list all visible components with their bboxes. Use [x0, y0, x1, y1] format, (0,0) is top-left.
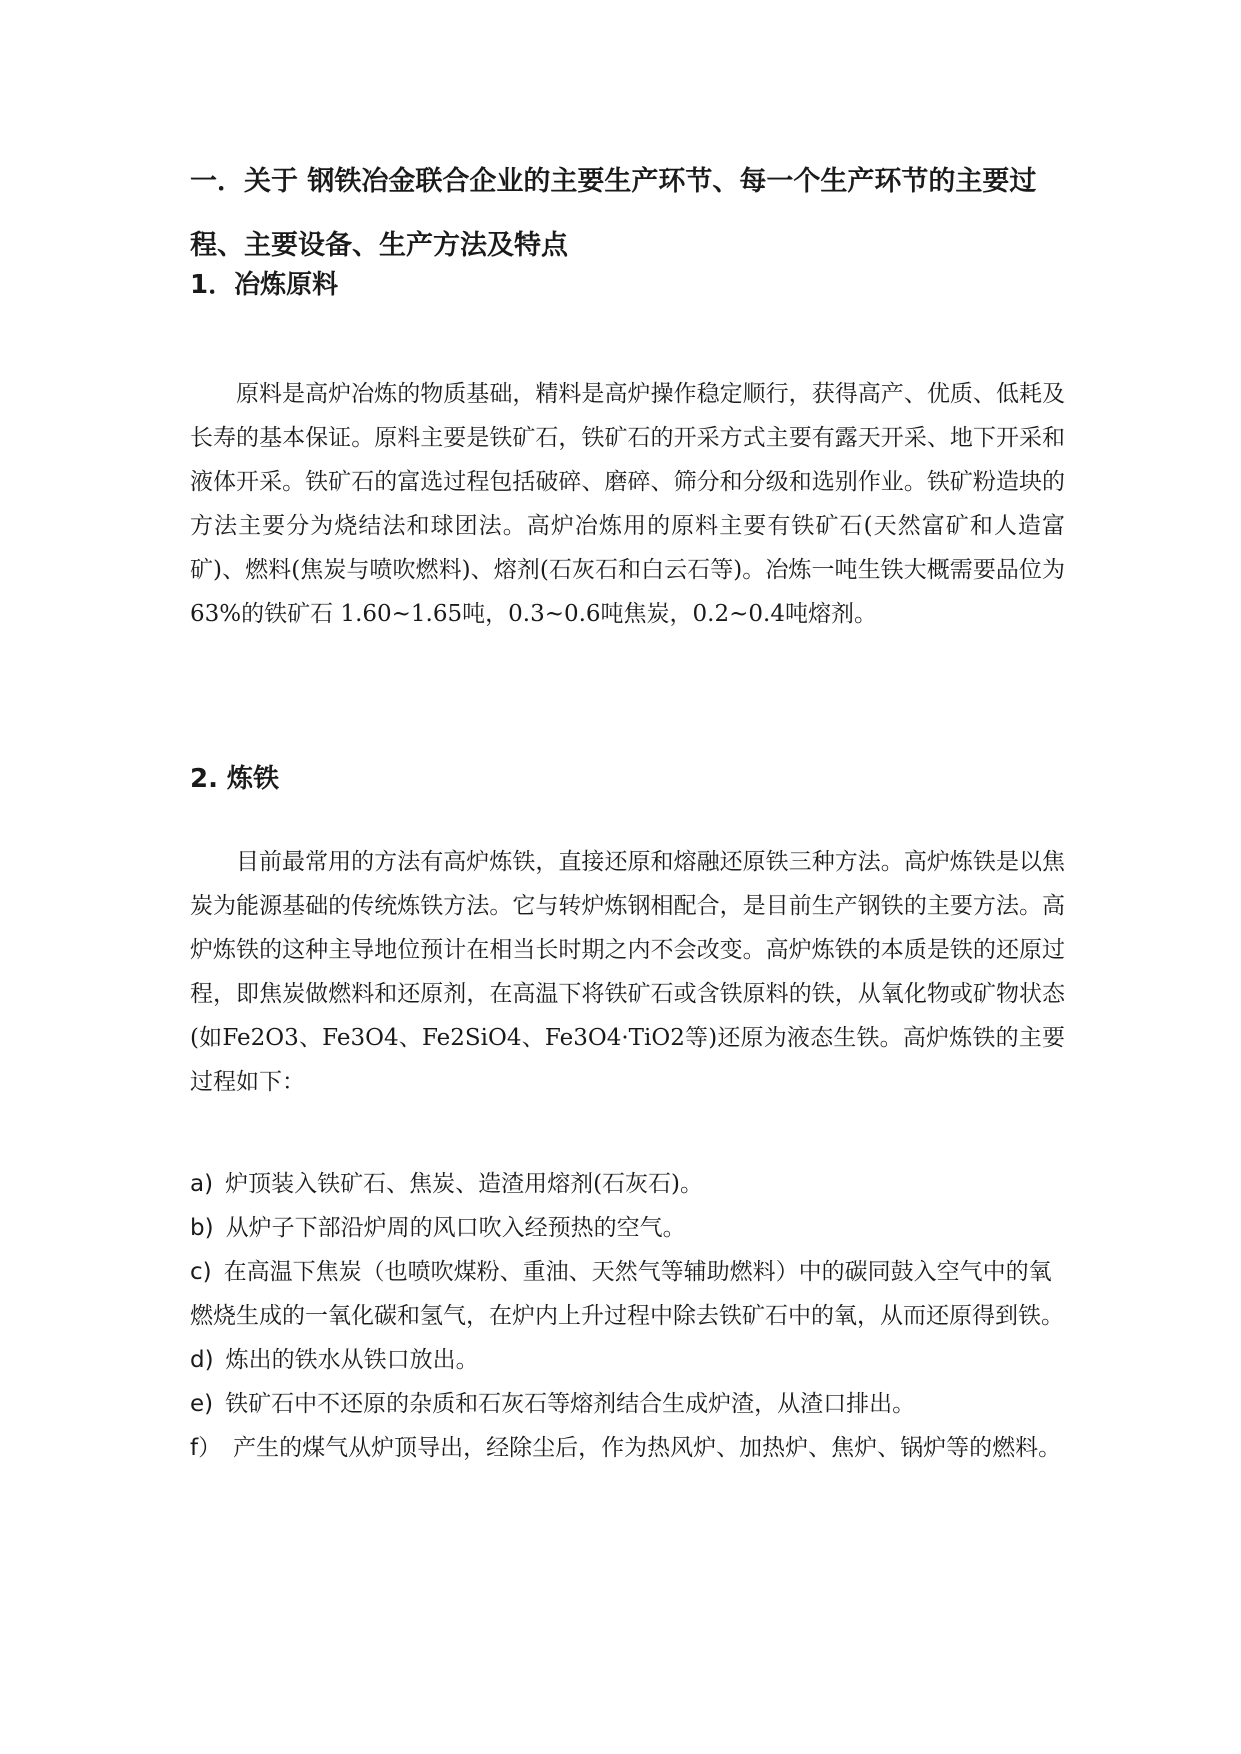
list-item	[190, 1338, 1065, 1382]
list-item-text: 铁矿石中不还原的杂质和石灰石等熔剂结合生成炉渣，从渣口排出。	[225, 1391, 916, 1417]
list-item-text: 产生的煤气从炉顶导出，经除尘后，作为热风炉、加热炉、焦炉、锅炉等的燃料。	[233, 1435, 1062, 1461]
list-item	[190, 1206, 1065, 1250]
list-item	[190, 1162, 1065, 1206]
list-item-text: 炉顶装入铁矿石、焦炭、造渣用熔剂(石灰石)。	[225, 1171, 704, 1197]
list-marker: d)	[190, 1347, 214, 1373]
section-2-paragraph: 目前最常用的方法有高炉炼铁，直接还原和熔融还原铁三种方法。高炉炼铁是以焦炭为能源基础的传统炼铁方法。它与转炉炼钢相配合，是目前生产钢铁的主要方法。高炉炼铁的这种主导地位预计在相当长时期之内不会改变。高炉炼铁的本质是铁的还原过程，即焦炭做燃料和还原剂，在高温下将铁矿石或含铁原料的铁，从氧化物或矿物状态(如Fe2O3、Fe3O4、Fe2SiO4、Fe3O4·TiO2等)还原为液态生铁。高炉炼铁的主要过程如下：	[190, 849, 1065, 1095]
list-item	[190, 1250, 1065, 1338]
list-item	[190, 1382, 1065, 1426]
list-item-text: 在高温下焦炭（也喷吹煤粉、重油、天然气等辅助燃料）中的碳同鼓入空气中的氧燃烧生成的一氧化碳和氢气，在炉内上升过程中除去铁矿石中的氧，从而还原得到铁。	[190, 1259, 1064, 1329]
process-steps-list	[190, 1162, 1065, 1470]
list-item	[190, 1426, 1065, 1470]
section-1-paragraph: 原料是高炉冶炼的物质基础，精料是高炉操作稳定顺行，获得高产、优质、低耗及长寿的基本保证。原料主要是铁矿石，铁矿石的开采方式主要有露天开采、地下开采和液体开采。铁矿石的富选过程包括破碎、磨碎、筛分和分级和选别作业。铁矿粉造块的方法主要分为烧结法和球团法。高炉冶炼用的原料主要有铁矿石(天然富矿和人造富矿)、燃料(焦炭与喷吹燃料)、熔剂(石灰石和白云石等)。冶炼一吨生铁大概需要品位为63%的铁矿石 1.60~1.65吨，0.3~0.6吨焦炭，0.2~0.4吨熔剂。	[190, 381, 1065, 627]
list-marker: b)	[190, 1215, 214, 1241]
list-marker: f）	[190, 1435, 222, 1461]
main-heading: 一．关于 钢铁冶金联合企业的主要生产环节、每一个生产环节的主要过程、主要设备、生产方法及特点	[190, 166, 1037, 261]
section-1-title: 1．冶炼原料	[190, 270, 339, 300]
list-marker: a)	[190, 1171, 214, 1197]
list-marker: c)	[190, 1259, 212, 1285]
list-marker: e)	[190, 1391, 214, 1417]
section-2-title: 2. 炼铁	[190, 764, 280, 794]
list-item-text: 炼出的铁水从铁口放出。	[225, 1347, 479, 1373]
list-item-text: 从炉子下部沿炉周的风口吹入经预热的空气。	[225, 1215, 686, 1241]
